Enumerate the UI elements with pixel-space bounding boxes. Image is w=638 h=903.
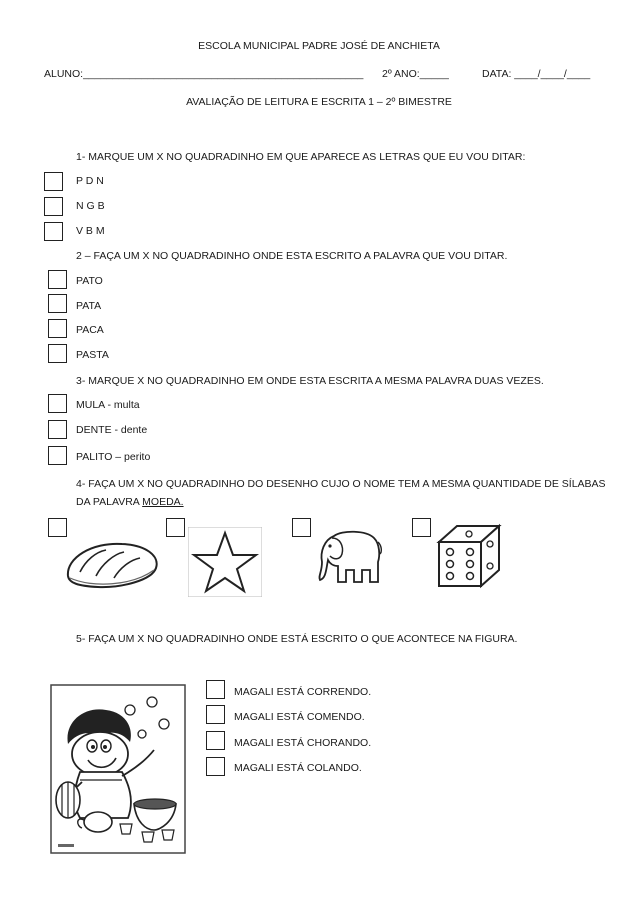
- year-line[interactable]: _____: [419, 68, 449, 80]
- q3-option-1: MULA - multa: [76, 399, 140, 411]
- q5-option-1: MAGALI ESTÁ CORRENDO.: [234, 686, 372, 698]
- date-label: DATA:: [482, 68, 512, 80]
- q2-option-2: PATA: [76, 300, 102, 312]
- school-name: ESCOLA MUNICIPAL PADRE JOSÉ DE ANCHIETA: [198, 40, 440, 52]
- q5-option-3: MAGALI ESTÁ CHORANDO.: [234, 737, 372, 749]
- q4-checkbox-star[interactable]: [166, 518, 185, 537]
- q4-checkbox-elephant[interactable]: [292, 518, 311, 537]
- q3-prompt: 3- MARQUE X NO QUADRADINHO EM ONDE ESTA ESCRITA A MESMA PALAVRA DUAS VEZES.: [76, 375, 544, 387]
- student-line[interactable]: ________________________________________________: [83, 68, 364, 80]
- q2-checkbox-3[interactable]: [48, 319, 67, 338]
- q1-option-1: P D N: [76, 175, 104, 187]
- q4-checkbox-bread[interactable]: [48, 518, 67, 537]
- q3-option-3: PALITO – perito: [76, 451, 151, 463]
- q4-word: MOEDA.: [142, 496, 184, 508]
- year-label: 2º ANO:: [382, 68, 420, 80]
- q2-option-1: PATO: [76, 275, 103, 287]
- q4-checkbox-dice[interactable]: [412, 518, 431, 537]
- student-field: [44, 68, 363, 80]
- q5-checkbox-1[interactable]: [206, 680, 225, 699]
- q5-checkbox-4[interactable]: [206, 757, 225, 776]
- q1-checkbox-1[interactable]: [44, 172, 63, 191]
- q2-prompt: 2 – FAÇA UM X NO QUADRADINHO ONDE ESTA ESCRITO A PALAVRA QUE VOU DITAR.: [76, 250, 508, 262]
- q4-prompt-prefix: DA PALAVRA: [76, 496, 143, 508]
- q2-option-4: PASTA: [76, 349, 109, 361]
- q2-option-3: PACA: [76, 324, 104, 336]
- date-field: [482, 68, 590, 80]
- q3-checkbox-3[interactable]: [48, 446, 67, 465]
- q3-checkbox-2[interactable]: [48, 420, 67, 439]
- q5-prompt: 5- FAÇA UM X NO QUADRADINHO ONDE ESTÁ ESCRITO O QUE ACONTECE NA FIGURA.: [76, 633, 518, 645]
- q2-checkbox-4[interactable]: [48, 344, 67, 363]
- q1-option-3: V B M: [76, 225, 105, 237]
- q5-option-4: MAGALI ESTÁ COLANDO.: [234, 762, 362, 774]
- q5-checkbox-3[interactable]: [206, 731, 225, 750]
- q4-prompt-line2: [76, 496, 184, 508]
- star-icon[interactable]: [188, 527, 262, 597]
- q3-option-2: DENTE - dente: [76, 424, 148, 436]
- q1-prompt: 1- MARQUE UM X NO QUADRADINHO EM QUE APARECE AS LETRAS QUE EU VOU DITAR:: [76, 151, 526, 163]
- q2-checkbox-1[interactable]: [48, 270, 67, 289]
- assessment-title: AVALIAÇÃO DE LEITURA E ESCRITA 1 – 2º BIMESTRE: [186, 96, 452, 108]
- year-field: [382, 68, 449, 80]
- bread-icon[interactable]: [62, 536, 162, 592]
- student-label: ALUNO:: [44, 68, 84, 80]
- q2-checkbox-2[interactable]: [48, 294, 67, 313]
- q1-checkbox-2[interactable]: [44, 197, 63, 216]
- q5-checkbox-2[interactable]: [206, 705, 225, 724]
- q1-checkbox-3[interactable]: [44, 222, 63, 241]
- q4-prompt-line1: 4- FAÇA UM X NO QUADRADINHO DO DESENHO CUJO O NOME TEM A MESMA QUANTIDADE DE SÍLABAS: [76, 478, 606, 490]
- date-line[interactable]: ____/____/____: [514, 68, 591, 80]
- elephant-icon[interactable]: [312, 526, 384, 588]
- q1-option-2: N G B: [76, 200, 105, 212]
- q5-option-2: MAGALI ESTÁ COMENDO.: [234, 711, 365, 723]
- dice-icon[interactable]: [433, 520, 505, 592]
- magali-eating-illustration[interactable]: [50, 684, 186, 854]
- q3-checkbox-1[interactable]: [48, 394, 67, 413]
